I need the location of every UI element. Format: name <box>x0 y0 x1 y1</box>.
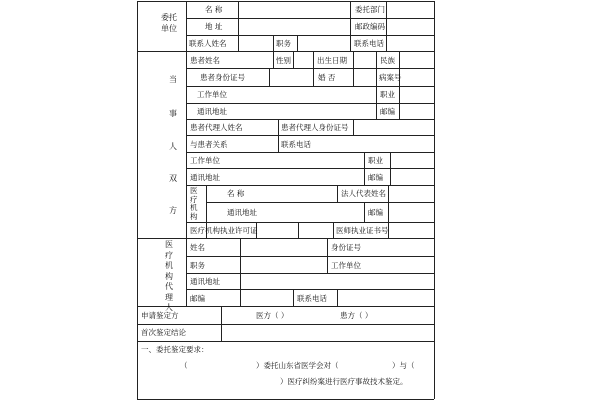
requirements-line2: ）医疗纠纷案进行医疗事故技术鉴定。 <box>280 377 408 386</box>
form-line <box>240 238 241 273</box>
form-line <box>186 103 434 104</box>
relation-label: 与患者关系 <box>190 140 228 149</box>
form-line <box>186 68 434 69</box>
form-line <box>293 289 294 306</box>
inst-agent-postcode-label: 邮编 <box>190 294 205 303</box>
inst-agent-address-label: 通讯地址 <box>190 277 220 286</box>
form-line <box>297 35 298 51</box>
entrust-department-label: 委托部门 <box>355 5 385 14</box>
patient-id-label: 患者身份证号 <box>200 73 245 82</box>
form-line <box>388 202 389 222</box>
ethnicity-label: 民族 <box>380 56 395 65</box>
form-line <box>388 185 389 202</box>
form-line <box>137 1 138 399</box>
form-line <box>186 289 434 290</box>
form-line <box>186 222 434 223</box>
form-line <box>186 86 434 87</box>
form-line <box>137 1 434 2</box>
parties-side-char: 人 <box>169 142 177 151</box>
form-line <box>186 256 434 257</box>
entrust-position-label: 职务 <box>276 39 291 48</box>
postcode-label: 邮编 <box>380 107 395 116</box>
form-line <box>376 68 377 86</box>
legal-rep-label: 法人代表姓名 <box>341 189 386 198</box>
form-line <box>186 135 434 136</box>
form-line <box>186 273 434 274</box>
form-line <box>240 273 241 306</box>
entrust-name-label: 名 称 <box>205 5 223 14</box>
form-line <box>298 222 299 238</box>
work-unit-label: 工作单位 <box>197 90 227 99</box>
entrust-postcode-label: 邮政编码 <box>355 22 385 31</box>
form-line <box>186 185 434 186</box>
form-line <box>364 152 365 185</box>
requirements-line1-c: ）与（ <box>392 361 415 370</box>
form-line <box>350 1 351 35</box>
inst-agent-position-label: 职务 <box>190 261 205 270</box>
form-line <box>273 35 274 51</box>
form-line <box>137 238 434 239</box>
case-no-label: 病案号 <box>379 73 402 82</box>
form-line <box>221 306 222 341</box>
form-line <box>337 289 338 306</box>
form-line <box>386 35 387 51</box>
form-line <box>137 51 434 52</box>
inst-name-label: 名 称 <box>227 189 245 198</box>
inst-agent-work-unit-label: 工作单位 <box>331 261 361 270</box>
form-line <box>376 86 377 119</box>
entrust-phone-label: 联系电话 <box>354 39 384 48</box>
inst-address-label: 通讯地址 <box>227 208 257 217</box>
form-line <box>327 238 328 273</box>
agent-postcode-label: 邮编 <box>368 173 383 182</box>
form-line <box>186 18 434 19</box>
form-line <box>337 185 338 202</box>
entrust-contact-label: 联系人姓名 <box>189 39 227 48</box>
agent-work-unit-label: 工作单位 <box>190 156 220 165</box>
agent-phone-label: 联系电话 <box>281 140 311 149</box>
inst-agent-name-label: 姓名 <box>190 243 205 252</box>
requirements-line1-a: （ <box>180 361 188 370</box>
form-line <box>333 222 334 238</box>
form-line <box>313 68 314 86</box>
requirements-title: 一、委托鉴定要求： <box>141 345 209 354</box>
institution-side-label: 医疗机构 <box>190 186 198 221</box>
form-line <box>376 51 377 68</box>
applicant-label: 申请鉴定方 <box>141 311 179 320</box>
patient-name-label: 患者姓名 <box>190 56 220 65</box>
form-line <box>238 35 239 51</box>
form-line <box>353 68 354 86</box>
inst-postcode-label: 邮编 <box>368 208 383 217</box>
parties-side-char: 方 <box>169 206 177 215</box>
form-line <box>273 51 274 68</box>
form-line <box>353 119 354 135</box>
form-line <box>278 119 279 152</box>
agent-address-label: 通讯地址 <box>190 173 220 182</box>
inst-agent-side-label: 医疗机构代理人 <box>165 240 173 312</box>
doctor-side-choice[interactable]: 医方（ ） <box>256 311 289 320</box>
form-line <box>137 341 434 342</box>
parties-side-char: 事 <box>169 109 177 118</box>
occupation-label: 职业 <box>380 90 395 99</box>
requirements-line1-b: ）委托山东省医学会对（ <box>256 361 339 370</box>
patient-side-choice[interactable]: 患方（ ） <box>340 311 373 320</box>
form-line <box>434 1 435 399</box>
inst-phone-label: 医师执业证书号 <box>336 226 389 235</box>
mail-address-label: 通讯地址 <box>197 107 227 116</box>
form-line <box>206 202 434 203</box>
parties-side-char: 当 <box>169 75 177 84</box>
entrust-side-label: 委托单位 <box>161 13 177 33</box>
birth-date-label: 出生日期 <box>317 56 347 65</box>
form-line <box>137 306 434 307</box>
agent-occupation-label: 职业 <box>368 156 383 165</box>
form-line <box>269 68 270 86</box>
form-line <box>186 152 434 153</box>
entrust-address-label: 地 址 <box>205 22 223 31</box>
form-line <box>186 168 434 169</box>
form-line <box>137 324 434 325</box>
form-line <box>186 35 434 36</box>
form-line <box>293 51 294 68</box>
parties-side-char: 双 <box>169 174 177 183</box>
inst-agent-id-label: 身份证号 <box>331 243 361 252</box>
agent-id-label: 患者代理人身份证号 <box>281 123 349 132</box>
form-line <box>386 1 387 35</box>
form-line <box>399 51 400 68</box>
license-label: 医疗机构执业许可证 <box>190 226 258 235</box>
inst-agent-phone-label: 联系电话 <box>297 294 327 303</box>
form-line <box>399 86 400 119</box>
form-line <box>186 119 434 120</box>
form-line <box>350 35 351 51</box>
form-line <box>390 152 391 185</box>
form-line <box>186 1 187 306</box>
agent-name-label: 患者代理人姓名 <box>190 123 243 132</box>
form-line <box>238 1 239 35</box>
first-result-label: 首次鉴定结论 <box>141 328 186 337</box>
form-line <box>313 51 314 68</box>
gender-label: 性别 <box>276 56 291 65</box>
marital-label: 婚 否 <box>318 73 336 82</box>
form-line <box>353 51 354 68</box>
form-line <box>364 202 365 222</box>
